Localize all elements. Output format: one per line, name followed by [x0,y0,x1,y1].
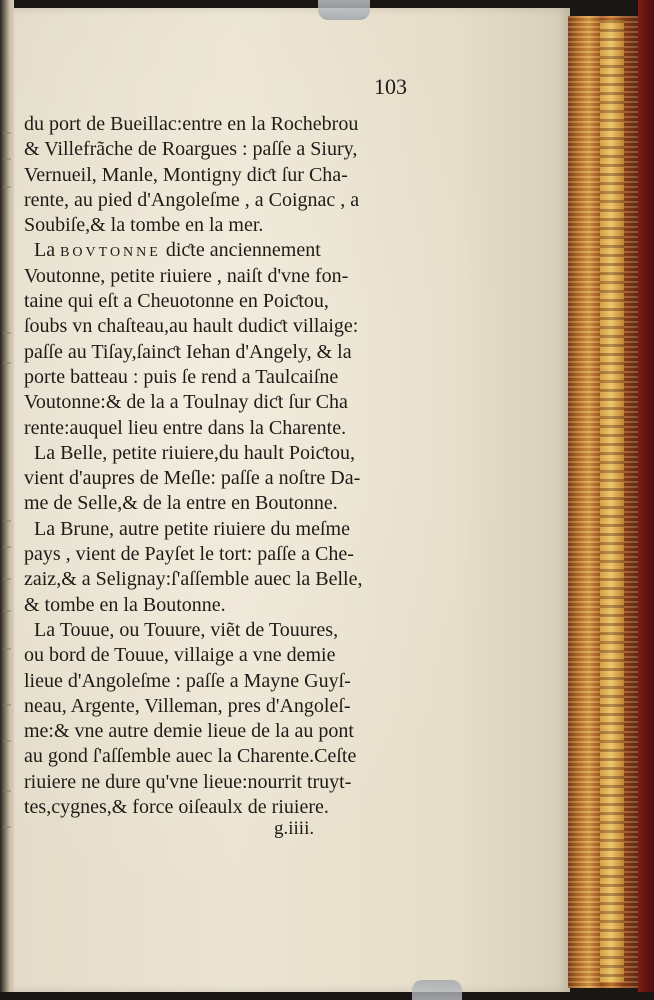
text-line: vient d'aupres de Meſle: paſſe a noſtre Da- [24,467,361,490]
paragraph-start-touue: La Touue, ou Touure, viẽt de Touures, [34,618,339,641]
text-line: lieue d'Angoleſme : paſſe a Mayne Guyſ- [24,669,351,692]
text-line: Voutonne:& de la a Toulnay diƈt ſur Cha [24,391,348,414]
text-line: Vernueil, Manle, Montigny diƈt ſur Cha- [24,163,348,186]
gilt-edge [600,20,624,982]
text-line: riuiere ne dure qu'vne lieue:nourrit truyt- [24,770,352,793]
text-line: me de Selle,& de la entre en Boutonne. [24,492,338,515]
book-cover-edge [638,0,654,1000]
signature-mark: g.iiii. [274,818,315,839]
text-line: pays , vient de Payſet le tort: paſſe a Che- [24,543,354,566]
text-fragment: diƈte anciennement [160,239,321,262]
text-line: & tombe en la Boutonne. [24,593,226,616]
river-name-smallcaps: BOVTONNE [60,245,161,261]
text-fragment: La [34,239,61,262]
show-through-marks [0,0,14,1000]
text-line: Soubiſe,& la tombe en la mer. [24,214,264,237]
text-line: au gond ſ'aſſemble auec la Charente.Ceſte [24,745,357,768]
text-line: paſſe au Tiſay,ſainƈt Iehan d'Angely, & la [24,340,352,363]
body-text [24,112,418,820]
text-line: & Villefrãche de Roargues : paſſe a Siury, [24,138,358,161]
text-line: Voutonne, petite riuiere , naiſt d'vne fon- [24,264,349,287]
text-line: ſoubs vn chaſteau,au hault dudiƈt villaige: [24,315,359,338]
text-line: rente, au pied d'Angoleſme , a Coignac , a [24,188,360,211]
text-line: me:& vne autre demie lieue de la au pont [24,720,354,743]
paragraph-start-belle: La Belle, petite riuiere,du hault Poiƈtou, [34,441,356,464]
page-number: 103 [374,74,407,99]
text-line: du port de Bueillac:entre en la Rochebrou [24,113,359,135]
page-clip-bottom [412,980,462,1000]
page-clip-top [318,0,370,20]
paragraph-start-brune: La Brune, autre petite riuiere du meſme [34,517,350,540]
text-line: rente:auquel lieu entre dans la Charente. [24,416,347,439]
text-line: ou bord de Touue, villaige a vne demie [24,644,336,667]
text-line: zaiz,& a Selignay:ſ'aſſemble auec la Belle, [24,568,363,591]
text-line: tes,cygnes,& force oiſeaulx de riuiere. [24,796,329,819]
text-line: porte batteau : puis ſe rend a Taulcaiſne [24,365,339,388]
text-line: neau, Argente, Villeman, pres d'Angoleſ- [24,694,351,717]
paragraph-start-boutonne [24,238,418,263]
bottom-margin [0,992,654,1000]
text-line: taine qui eſt a Cheuotonne en Poiƈtou, [24,290,329,313]
